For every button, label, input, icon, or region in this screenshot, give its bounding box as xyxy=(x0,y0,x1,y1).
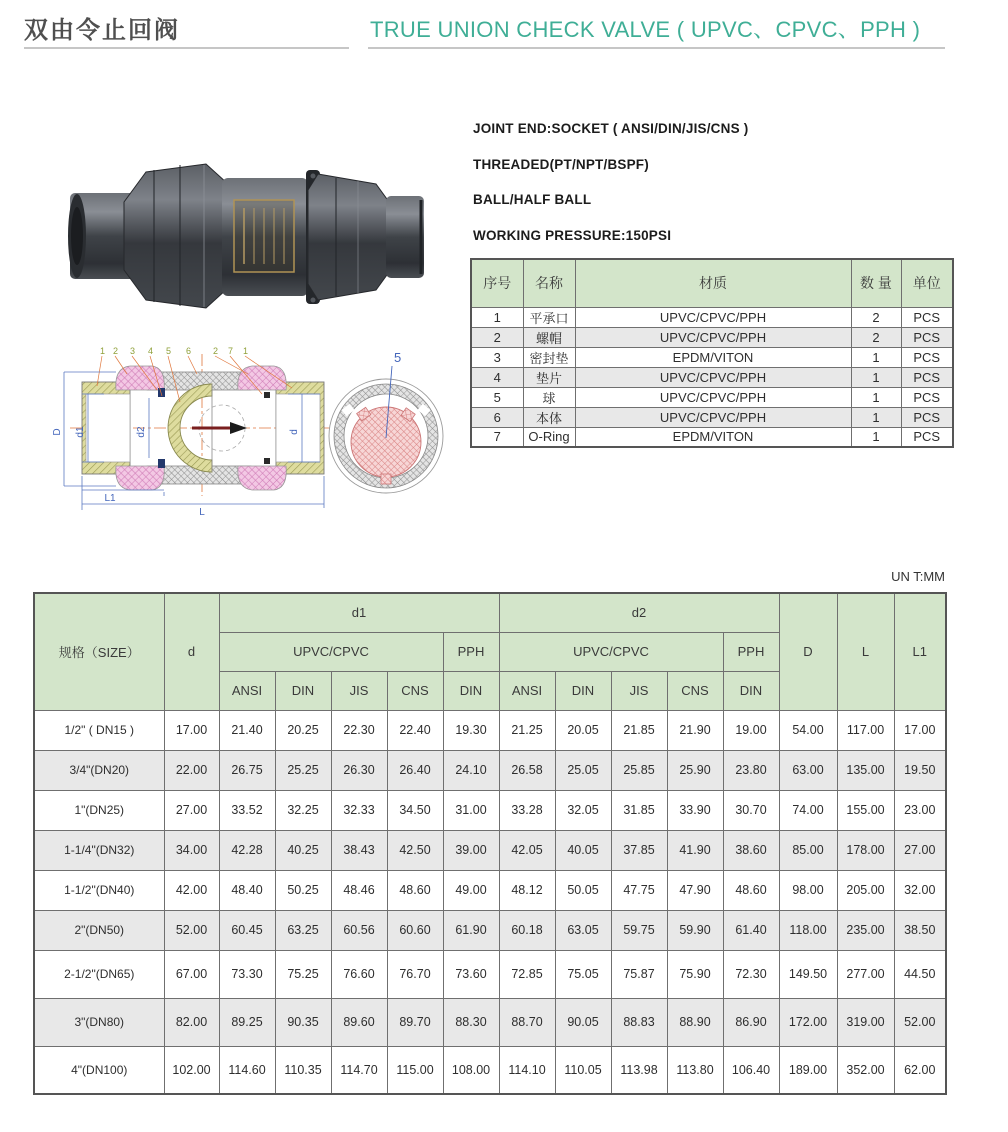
parts-cell: 平承口 xyxy=(523,307,575,327)
spec-ball: BALL/HALF BALL xyxy=(473,192,592,207)
size-value: 319.00 xyxy=(837,998,894,1046)
parts-cell: 螺帽 xyxy=(523,327,575,347)
size-value: 60.18 xyxy=(499,910,555,950)
parts-cell: 4 xyxy=(471,367,523,387)
parts-row xyxy=(471,307,953,327)
parts-row xyxy=(471,427,953,447)
size-value: 90.05 xyxy=(555,998,611,1046)
size-value: 47.90 xyxy=(667,870,723,910)
size-value: 178.00 xyxy=(837,830,894,870)
col-D: D xyxy=(779,593,837,710)
col-d2-cns: CNS xyxy=(667,671,723,710)
size-value: 38.43 xyxy=(331,830,387,870)
size-value: 32.05 xyxy=(555,790,611,830)
dim-d: d xyxy=(289,429,300,435)
dim-L: L xyxy=(199,507,205,516)
size-value: 50.05 xyxy=(555,870,611,910)
size-value: 61.90 xyxy=(443,910,499,950)
size-value: 205.00 xyxy=(837,870,894,910)
size-row xyxy=(34,750,946,790)
col-d: d xyxy=(164,593,219,710)
size-value: 42.28 xyxy=(219,830,275,870)
cross-section-view xyxy=(52,346,340,516)
size-value: 38.50 xyxy=(894,910,946,950)
size-value: 75.90 xyxy=(667,950,723,998)
parts-cell: 1 xyxy=(851,407,901,427)
callout-5: 5 xyxy=(166,346,172,356)
col-d1-cns: CNS xyxy=(387,671,443,710)
size-value: 86.90 xyxy=(723,998,779,1046)
size-value: 155.00 xyxy=(837,790,894,830)
parts-cell: 本体 xyxy=(523,407,575,427)
parts-cell: 1 xyxy=(851,427,901,447)
size-value: 62.00 xyxy=(894,1046,946,1094)
size-value: 60.45 xyxy=(219,910,275,950)
size-value: 21.90 xyxy=(667,710,723,750)
valve-left-bore xyxy=(71,207,83,265)
size-value: 76.60 xyxy=(331,950,387,998)
size-label: 3/4"(DN20) xyxy=(34,750,164,790)
col-d2-upvc-cpvc: UPVC/CPVC xyxy=(499,632,723,671)
size-value: 52.00 xyxy=(164,910,219,950)
size-value: 48.60 xyxy=(387,870,443,910)
size-label: 1-1/4"(DN32) xyxy=(34,830,164,870)
size-value: 113.98 xyxy=(611,1046,667,1094)
size-value: 149.50 xyxy=(779,950,837,998)
size-value: 89.25 xyxy=(219,998,275,1046)
size-value: 42.05 xyxy=(499,830,555,870)
size-value: 63.05 xyxy=(555,910,611,950)
size-value: 21.25 xyxy=(499,710,555,750)
size-row xyxy=(34,870,946,910)
parts-cell: 2 xyxy=(851,307,901,327)
spec-list xyxy=(473,121,748,263)
size-row xyxy=(34,830,946,870)
col-d2-pph: PPH xyxy=(723,632,779,671)
col-d1-din: DIN xyxy=(275,671,331,710)
parts-cell: 2 xyxy=(471,327,523,347)
size-value: 108.00 xyxy=(443,1046,499,1094)
size-value: 49.00 xyxy=(443,870,499,910)
size-value: 26.30 xyxy=(331,750,387,790)
dim-D: D xyxy=(52,428,63,436)
size-value: 48.46 xyxy=(331,870,387,910)
size-value: 26.40 xyxy=(387,750,443,790)
col-d2-jis: JIS xyxy=(611,671,667,710)
parts-col-qty: 数 量 xyxy=(851,259,901,307)
page-title-english: TRUE UNION CHECK VALVE ( UPVC、CPVC、PPH ) xyxy=(370,17,921,42)
size-table xyxy=(33,592,947,1095)
parts-cell: EPDM/VITON xyxy=(575,347,851,367)
size-value: 118.00 xyxy=(779,910,837,950)
size-value: 17.00 xyxy=(164,710,219,750)
parts-row xyxy=(471,367,953,387)
size-value: 59.75 xyxy=(611,910,667,950)
spec-working-pressure: WORKING PRESSURE:150PSI xyxy=(473,227,672,243)
technical-drawing xyxy=(52,344,462,516)
size-value: 135.00 xyxy=(837,750,894,790)
size-value: 60.60 xyxy=(387,910,443,950)
size-value: 32.00 xyxy=(894,870,946,910)
flow-arrow xyxy=(192,422,247,434)
valve-label xyxy=(234,200,294,272)
parts-cell: 5 xyxy=(471,387,523,407)
size-value: 60.56 xyxy=(331,910,387,950)
size-value: 89.60 xyxy=(331,998,387,1046)
size-row xyxy=(34,710,946,750)
parts-cell: 垫片 xyxy=(523,367,575,387)
size-value: 33.52 xyxy=(219,790,275,830)
size-value: 352.00 xyxy=(837,1046,894,1094)
size-value: 23.80 xyxy=(723,750,779,790)
parts-row xyxy=(471,347,953,367)
size-value: 63.25 xyxy=(275,910,331,950)
size-value: 21.85 xyxy=(611,710,667,750)
unit-note: UN T:MM xyxy=(891,569,945,584)
size-row xyxy=(34,950,946,998)
col-d1-upvc-cpvc: UPVC/CPVC xyxy=(219,632,443,671)
size-value: 74.00 xyxy=(779,790,837,830)
col-d1-group: d1 xyxy=(219,593,499,632)
parts-cell: 6 xyxy=(471,407,523,427)
size-value: 42.50 xyxy=(387,830,443,870)
size-value: 32.25 xyxy=(275,790,331,830)
size-value: 25.05 xyxy=(555,750,611,790)
size-value: 23.00 xyxy=(894,790,946,830)
parts-cell: PCS xyxy=(901,407,953,427)
size-value: 114.10 xyxy=(499,1046,555,1094)
title-underline-left xyxy=(24,47,349,49)
parts-row xyxy=(471,387,953,407)
size-value: 37.85 xyxy=(611,830,667,870)
size-value: 106.40 xyxy=(723,1046,779,1094)
size-value: 24.10 xyxy=(443,750,499,790)
size-value: 42.00 xyxy=(164,870,219,910)
size-value: 73.60 xyxy=(443,950,499,998)
parts-table xyxy=(470,258,954,448)
parts-col-index: 序号 xyxy=(471,259,523,307)
dim-d2: d2 xyxy=(136,426,147,438)
size-value: 235.00 xyxy=(837,910,894,950)
parts-cell: 密封垫 xyxy=(523,347,575,367)
parts-cell: 球 xyxy=(523,387,575,407)
size-value: 54.00 xyxy=(779,710,837,750)
col-d2-din: DIN xyxy=(555,671,611,710)
size-value: 113.80 xyxy=(667,1046,723,1094)
size-value: 19.50 xyxy=(894,750,946,790)
valve-right-socket xyxy=(386,196,424,278)
size-value: 21.40 xyxy=(219,710,275,750)
size-value: 44.50 xyxy=(894,950,946,998)
callout-numbers xyxy=(100,346,248,356)
size-value: 76.70 xyxy=(387,950,443,998)
parts-cell: UPVC/CPVC/PPH xyxy=(575,407,851,427)
size-value: 20.05 xyxy=(555,710,611,750)
callout-1a: 1 xyxy=(100,346,106,356)
parts-cell: O-Ring xyxy=(523,427,575,447)
parts-cell: UPVC/CPVC/PPH xyxy=(575,367,851,387)
size-value: 25.85 xyxy=(611,750,667,790)
size-value: 26.75 xyxy=(219,750,275,790)
size-value: 17.00 xyxy=(894,710,946,750)
size-value: 39.00 xyxy=(443,830,499,870)
parts-cell: 7 xyxy=(471,427,523,447)
size-label: 1"(DN25) xyxy=(34,790,164,830)
size-value: 34.50 xyxy=(387,790,443,830)
parts-cell: EPDM/VITON xyxy=(575,427,851,447)
col-d2-group: d2 xyxy=(499,593,779,632)
col-L: L xyxy=(837,593,894,710)
parts-row xyxy=(471,327,953,347)
callout-1b: 1 xyxy=(243,346,249,356)
size-value: 73.30 xyxy=(219,950,275,998)
size-value: 98.00 xyxy=(779,870,837,910)
parts-col-name: 名称 xyxy=(523,259,575,307)
size-value: 40.05 xyxy=(555,830,611,870)
size-value: 31.00 xyxy=(443,790,499,830)
size-value: 72.85 xyxy=(499,950,555,998)
parts-cell: PCS xyxy=(901,367,953,387)
size-value: 30.70 xyxy=(723,790,779,830)
size-label: 1/2" ( DN15 ) xyxy=(34,710,164,750)
size-value: 75.87 xyxy=(611,950,667,998)
o-ring-mark-2 xyxy=(264,458,270,464)
col-d2-ansi: ANSI xyxy=(499,671,555,710)
size-value: 75.05 xyxy=(555,950,611,998)
size-value: 25.90 xyxy=(667,750,723,790)
parts-cell: UPVC/CPVC/PPH xyxy=(575,327,851,347)
valve-right-union-nut xyxy=(308,174,392,300)
size-value: 172.00 xyxy=(779,998,837,1046)
size-value: 189.00 xyxy=(779,1046,837,1094)
size-value: 117.00 xyxy=(837,710,894,750)
size-value: 63.00 xyxy=(779,750,837,790)
socket-right xyxy=(276,382,324,474)
size-value: 72.30 xyxy=(723,950,779,998)
page-title-chinese: 双由令止回阀 xyxy=(24,17,180,44)
size-value: 33.90 xyxy=(667,790,723,830)
parts-col-material: 材质 xyxy=(575,259,851,307)
parts-col-unit: 单位 xyxy=(901,259,953,307)
parts-cell: 3 xyxy=(471,347,523,367)
callout-2b: 2 xyxy=(213,346,219,356)
dim-L1: L1 xyxy=(104,493,116,504)
parts-row xyxy=(471,407,953,427)
seal-bottom xyxy=(158,459,165,468)
title-underline-right xyxy=(368,47,945,49)
valve-photo-graphic xyxy=(58,150,428,330)
callout-7: 7 xyxy=(228,346,234,356)
size-value: 90.35 xyxy=(275,998,331,1046)
size-value: 27.00 xyxy=(164,790,219,830)
size-value: 34.00 xyxy=(164,830,219,870)
parts-cell: 1 xyxy=(471,307,523,327)
col-L1: L1 xyxy=(894,593,946,710)
size-value: 33.28 xyxy=(499,790,555,830)
socket-left xyxy=(82,382,130,474)
size-label: 2-1/2"(DN65) xyxy=(34,950,164,998)
size-value: 52.00 xyxy=(894,998,946,1046)
size-row xyxy=(34,998,946,1046)
size-label: 3"(DN80) xyxy=(34,998,164,1046)
size-value: 19.30 xyxy=(443,710,499,750)
size-value: 102.00 xyxy=(164,1046,219,1094)
size-value: 22.30 xyxy=(331,710,387,750)
callout-4: 4 xyxy=(148,346,154,356)
size-value: 19.00 xyxy=(723,710,779,750)
dim-d1: d1 xyxy=(75,426,86,438)
size-value: 110.05 xyxy=(555,1046,611,1094)
size-value: 88.83 xyxy=(611,998,667,1046)
size-row xyxy=(34,790,946,830)
col-d1-pph-din: DIN xyxy=(443,671,499,710)
callout-3: 3 xyxy=(130,346,136,356)
spec-threaded: THREADED(PT/NPT/BSPF) xyxy=(473,156,649,172)
parts-cell: UPVC/CPVC/PPH xyxy=(575,307,851,327)
size-row xyxy=(34,910,946,950)
size-value: 82.00 xyxy=(164,998,219,1046)
callout-6: 6 xyxy=(186,346,192,356)
size-value: 32.33 xyxy=(331,790,387,830)
size-label: 2"(DN50) xyxy=(34,910,164,950)
col-d1-jis: JIS xyxy=(331,671,387,710)
size-value: 88.70 xyxy=(499,998,555,1046)
parts-cell: 1 xyxy=(851,347,901,367)
size-value: 115.00 xyxy=(387,1046,443,1094)
parts-cell: PCS xyxy=(901,327,953,347)
valve-section-graphic xyxy=(52,344,462,516)
size-value: 48.12 xyxy=(499,870,555,910)
parts-cell: 2 xyxy=(851,327,901,347)
size-value: 31.85 xyxy=(611,790,667,830)
size-value: 89.70 xyxy=(387,998,443,1046)
size-row xyxy=(34,1046,946,1094)
o-ring-mark xyxy=(264,392,270,398)
product-photo-valve xyxy=(58,150,428,330)
size-value: 22.00 xyxy=(164,750,219,790)
parts-cell: PCS xyxy=(901,427,953,447)
size-label: 1-1/2"(DN40) xyxy=(34,870,164,910)
size-value: 114.60 xyxy=(219,1046,275,1094)
parts-cell: PCS xyxy=(901,307,953,327)
spec-joint-end: JOINT END:SOCKET ( ANSI/DIN/JIS/CNS ) xyxy=(473,121,749,136)
size-value: 75.25 xyxy=(275,950,331,998)
col-size: 规格（SIZE） xyxy=(34,593,164,710)
circle-end-view xyxy=(329,350,443,493)
parts-cell: PCS xyxy=(901,347,953,367)
callout-2a: 2 xyxy=(113,346,119,356)
col-d1-ansi: ANSI xyxy=(219,671,275,710)
size-value: 47.75 xyxy=(611,870,667,910)
parts-cell: UPVC/CPVC/PPH xyxy=(575,387,851,407)
size-value: 27.00 xyxy=(894,830,946,870)
size-value: 48.60 xyxy=(723,870,779,910)
size-value: 61.40 xyxy=(723,910,779,950)
size-value: 114.70 xyxy=(331,1046,387,1094)
size-value: 59.90 xyxy=(667,910,723,950)
seal-top xyxy=(158,388,165,397)
size-value: 88.30 xyxy=(443,998,499,1046)
size-value: 110.35 xyxy=(275,1046,331,1094)
size-value: 50.25 xyxy=(275,870,331,910)
size-value: 277.00 xyxy=(837,950,894,998)
valve-left-union-nut xyxy=(124,164,228,308)
size-value: 25.25 xyxy=(275,750,331,790)
size-value: 41.90 xyxy=(667,830,723,870)
size-value: 38.60 xyxy=(723,830,779,870)
circle-callout-5: 5 xyxy=(394,350,402,365)
parts-cell: PCS xyxy=(901,387,953,407)
size-value: 48.40 xyxy=(219,870,275,910)
size-value: 20.25 xyxy=(275,710,331,750)
col-d2-pph-din: DIN xyxy=(723,671,779,710)
col-d1-pph: PPH xyxy=(443,632,499,671)
size-value: 85.00 xyxy=(779,830,837,870)
size-label: 4"(DN100) xyxy=(34,1046,164,1094)
parts-cell: 1 xyxy=(851,367,901,387)
size-value: 67.00 xyxy=(164,950,219,998)
size-value: 26.58 xyxy=(499,750,555,790)
size-value: 40.25 xyxy=(275,830,331,870)
size-value: 88.90 xyxy=(667,998,723,1046)
parts-cell: 1 xyxy=(851,387,901,407)
size-value: 22.40 xyxy=(387,710,443,750)
